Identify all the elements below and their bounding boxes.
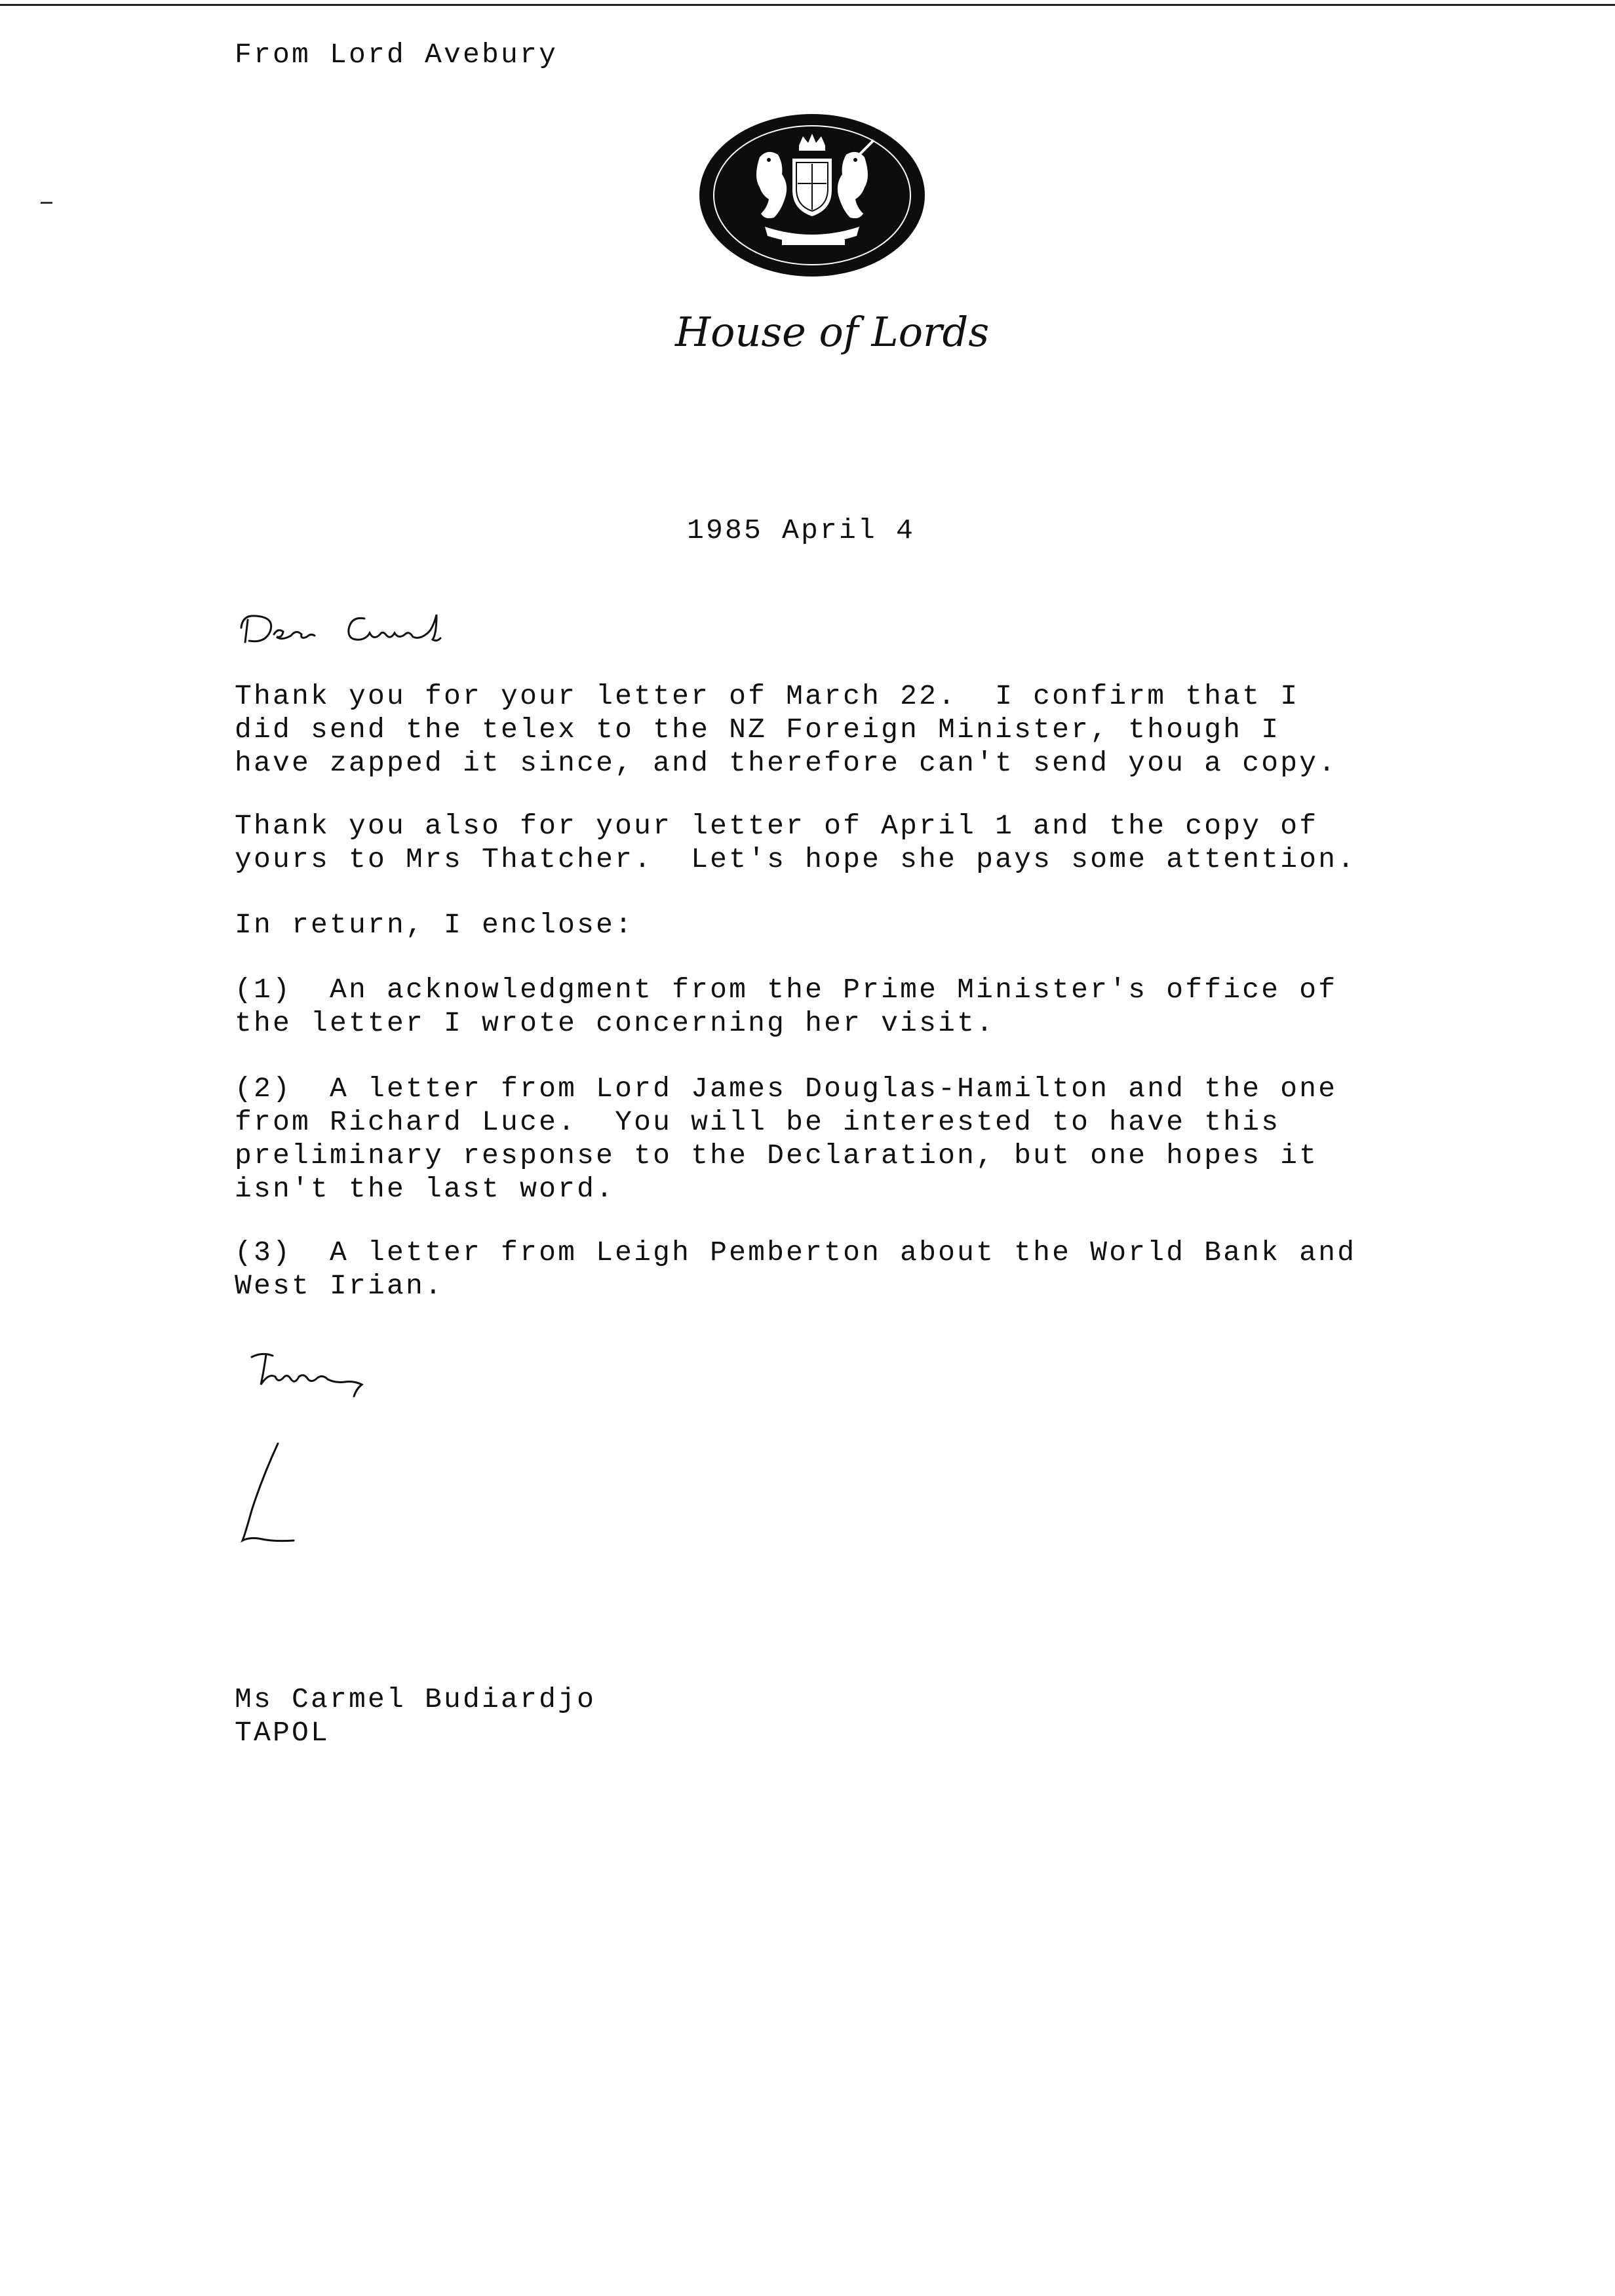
enclosure-item-1 (235, 973, 1480, 1040)
text-line: isn't the last word. (235, 1173, 615, 1205)
text-line: Thank you for your letter of March 22. I confirm that I (235, 680, 1300, 712)
addressee-name: Ms Carmel Budiardjo (235, 1683, 596, 1715)
handwritten-salutation (236, 602, 498, 660)
text-line: yours to Mrs Thatcher. Let's hope she pays some attention. (235, 843, 1357, 875)
letterhead-title: House of Lords (675, 308, 990, 356)
enclosure-item-2 (235, 1072, 1480, 1206)
from-line: From Lord Avebury (235, 39, 558, 71)
handwritten-closing (249, 1347, 380, 1406)
text-line: from Richard Luce. You will be interested to have this (235, 1106, 1281, 1138)
text-line: In return, I enclose: (235, 909, 634, 941)
margin-mark (41, 202, 52, 204)
text-line: (3) A letter from Leigh Pemberton about the World Bank and (235, 1236, 1357, 1269)
text-line: the letter I wrote concerning her visit. (235, 1007, 996, 1039)
top-edge-rule (0, 4, 1615, 6)
addressee-organisation: TAPOL (235, 1717, 330, 1749)
text-line: (1) An acknowledgment from the Prime Minister's office of (235, 974, 1338, 1006)
text-line: (2) A letter from Lord James Douglas-Hamilton and the one (235, 1073, 1338, 1105)
text-line: did send the telex to the NZ Foreign Minister, though I (235, 714, 1281, 746)
paragraph-telex (235, 679, 1480, 780)
enclosure-item-3 (235, 1236, 1480, 1303)
text-line: Thank you also for your letter of April 1 and the copy of (235, 810, 1319, 842)
paragraph-enclose (235, 908, 1480, 942)
text-line: West Irian. (235, 1270, 444, 1302)
paragraph-thatcher (235, 809, 1480, 876)
addressee-block (235, 1683, 596, 1750)
text-line: preliminary response to the Declaration, but one hopes it (235, 1139, 1319, 1172)
royal-coat-of-arms-icon (697, 111, 927, 279)
text-line: have zapped it since, and therefore can't send you a copy. (235, 747, 1338, 779)
handwritten-signature (236, 1438, 315, 1556)
letter-date: 1985 April 4 (687, 514, 916, 546)
